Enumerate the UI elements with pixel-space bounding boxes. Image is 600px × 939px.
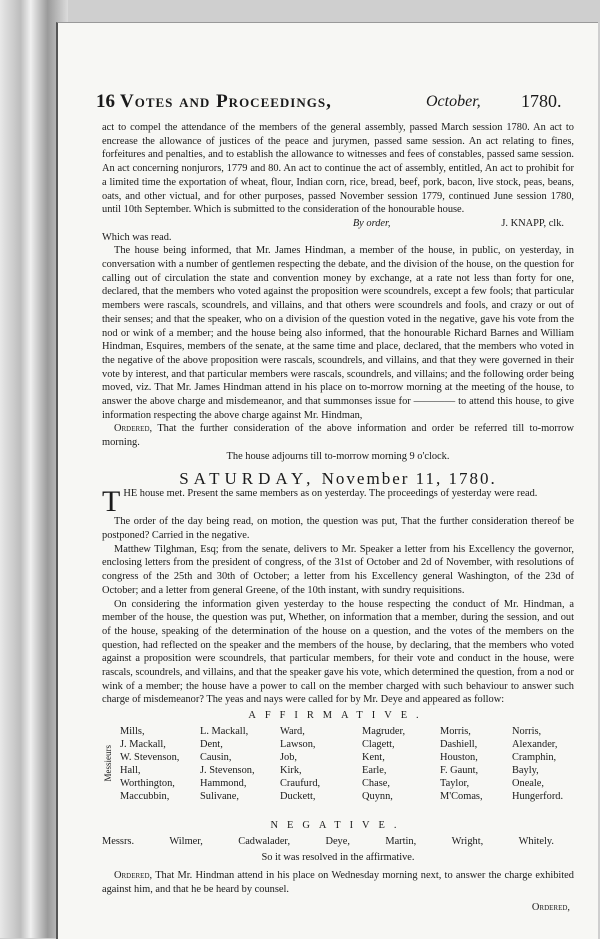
name: Oneale, (512, 777, 545, 789)
name: Deye, (325, 835, 350, 847)
name: M'Comas, (440, 790, 483, 802)
negative-names (102, 835, 574, 849)
name: J. Mackall, (120, 738, 166, 750)
page-number: 16 (96, 91, 115, 112)
paragraph-acts-list: act to compel the attendance of the members of the general assembly, passed March session 1780. An act to encrease the allowance of justices of the peace and jurymen, passed same session. An act relating to fines, forfeitures and penalties, and to establish the allowance to witnesses and fees of constables, passed same session. An act concerning nonjurors, 1779 and 80. An act to continue the act of assembly, entitled, An act to prohibit for a limited time the exportation of wheat, flour, Indian corn, rice, bread, beef, pork, bacon, live stock, peas, beans, oats, and other victual, and for other purposes, passed November session 1779, continued June session 1780, until 10th September. Which is submitted to the consideration of the honourable house. (102, 122, 574, 216)
name: Duckett, (280, 790, 316, 802)
affirmative-column-4 (362, 725, 405, 803)
catchword: Ordered, (531, 901, 570, 913)
negative-heading: NEGATIVE. (270, 819, 406, 831)
paragraph-which-was-read: Which was read. (102, 231, 172, 243)
paragraph-order-of-day: The order of the day being read, on motion, the question was put, That the further consideration thereof be postponed? Carried in the negative. (102, 516, 574, 541)
paragraph-house-met (102, 485, 574, 519)
name: Magruder, (362, 725, 406, 737)
affirmative-column-1 (120, 725, 179, 803)
name: Taylor, (440, 777, 470, 789)
name: Cadwalader, (238, 835, 291, 847)
running-header (96, 91, 576, 115)
affirmative-column-5 (440, 725, 483, 803)
catchword-line (102, 896, 574, 912)
name: Worthington, (120, 777, 175, 789)
header-month: October, (426, 93, 481, 110)
name: Sulivane, (200, 790, 239, 802)
name: Martin, (385, 835, 417, 847)
name: Wilmer, (169, 835, 203, 847)
name: J. Stevenson, (200, 764, 255, 776)
house-met-text: HE house met. Present the same members as on yesterday. The proceedings of yesterday were read. (123, 488, 538, 500)
page-body (102, 121, 574, 912)
name: Bayly, (512, 764, 539, 776)
name: Lawson, (280, 738, 316, 750)
affirmative-column-6 (512, 725, 563, 803)
affirmative-column-2 (200, 725, 255, 803)
ordered-text: That the further consideration of the above information and order be referred till to-morrow morning. (102, 423, 574, 449)
messieurs-label: Messieurs (103, 744, 113, 782)
by-order: By order, (352, 217, 391, 229)
signature-line (102, 217, 574, 231)
name: L. Mackall, (200, 725, 249, 737)
name: Craufurd, (280, 777, 321, 789)
day-name: SATURDAY, (179, 468, 316, 488)
name: Wright, (451, 835, 484, 847)
day-date: November 11, 1780. (321, 468, 497, 488)
name: Hammond, (200, 777, 247, 789)
paragraph-house-informed: The house being informed, that Mr. James Hindman, a member of the house, in public, on yesterday, in conversation with a number of gentlemen respecting the debate, and the division of the house, on the question for calling out of circulation the state and convention money by exchange, at a rate not less than forty for one, declared, that the members who voted against the proposition were scoundrels, except a few fools; that particular members were rascals, scoundrels, and villains, and that others were scoundrels and fools, and crazy or out of their senses; and that the speaker, who on a division of the question voted in the negative, gave his vote from the nod or wink of a member; and the house being also informed, that the honourable Richard Barnes and William Hindman, Esquires, members of the senate, at the same time and place, declared, that the members who voted in the negative of the above proposition were rascals, scoundrels, and villains, and that they were governed in their vote by interest, and that particular members were rascals, scoundrels, and villains; and the following order being moved, viz. That Mr. James Hindman attend in his place on to-morrow morning at the meeting of the house, to answer the above charge and misdemeanor, and that summonses issue for ———— to attend this house, to give information respecting the above charge against Mr. Hindman, (102, 245, 574, 421)
clerk-signature: J. KNAPP, clk. (501, 217, 564, 229)
name: Ward, (280, 725, 305, 737)
name: Quynn, (362, 790, 393, 802)
ordered-text: That Mr. Hindman attend in his place on Wednesday morning next, to answer the charge exhibited against him, and that he be heard by counsel. (102, 869, 574, 895)
ordered-lead: Ordered, (114, 869, 153, 881)
document-page (56, 22, 598, 939)
resolution-result: So it was resolved in the affirmative. (261, 852, 415, 864)
drop-cap: T (102, 485, 121, 519)
name: Chase, (362, 777, 390, 789)
header-year: 1780. (521, 91, 562, 111)
name: Whitely. (518, 835, 554, 847)
paragraph-hindman-question: On considering the information given yesterday to the house respecting the conduct of Mr. Hindman, a member of the house, the question was put, Whether, on information that a member, during the session, and out of the house, speaking of the determination of the house on a question, and the votes of the members on the question, had reflected on the speaker and the members of the house, by declaring, that the members who voted against a proposition were scoundrels, that particular members, for their vote and conduct in the house, were rascals, scoundrels, and villains, and that the speaker gave his vote, which determined the question, from a nod or wink of a member; the house have a power to call on the member charged with such behaviour to answer such charge of misdemeanor? The yeas and nays were called for by Mr. Deye and appeared as follow: (102, 598, 574, 706)
affirmative-heading: AFFIRMATIVE. (248, 710, 428, 722)
name: Messrs. (102, 835, 135, 847)
name: Norris, (512, 725, 542, 737)
paragraph-tilghman-letters: Matthew Tilghman, Esq; from the senate, delivers to Mr. Speaker a letter from his Excellency the governor, enclosing letters from the president of congress, of the 31st of October and 2d of November, with resolutions of congress of the 25th and 30th of October; a letter from his Excellency general Washington, of the 23d of October; and a letter from general Greene, of the 10th instant, with sundry requisitions. (102, 543, 574, 596)
name: Mills, (120, 725, 145, 737)
name: Job, (280, 751, 298, 763)
name: Morris, (440, 725, 471, 737)
affirmative-column-3 (280, 725, 320, 803)
header-title: Votes and Proceedings, (120, 91, 332, 112)
paragraph-ordered-1 (102, 422, 574, 449)
name: Dent, (200, 738, 223, 750)
name: Alexander, (512, 738, 558, 750)
name: Hungerford. (512, 790, 564, 802)
name: Kent, (362, 751, 385, 763)
name: Houston, (440, 751, 478, 763)
name: Maccubbin, (120, 790, 170, 802)
name: F. Gaunt, (440, 764, 479, 776)
ordered-lead: Ordered, (114, 423, 153, 435)
name: Kirk, (280, 764, 302, 776)
name: Cramphin, (512, 751, 557, 763)
name: Clagett, (362, 738, 395, 750)
name: Causin, (200, 751, 232, 763)
name: Dashiell, (440, 738, 478, 750)
affirmative-names (102, 725, 574, 817)
paragraph-ordered-2 (102, 869, 574, 896)
day-heading (102, 468, 574, 488)
name: Hall, (120, 764, 141, 776)
name: W. Stevenson, (120, 751, 180, 763)
adjournment-note: The house adjourns till to-morrow morning 9 o'clock. (226, 450, 450, 462)
name: Earle, (362, 764, 387, 776)
